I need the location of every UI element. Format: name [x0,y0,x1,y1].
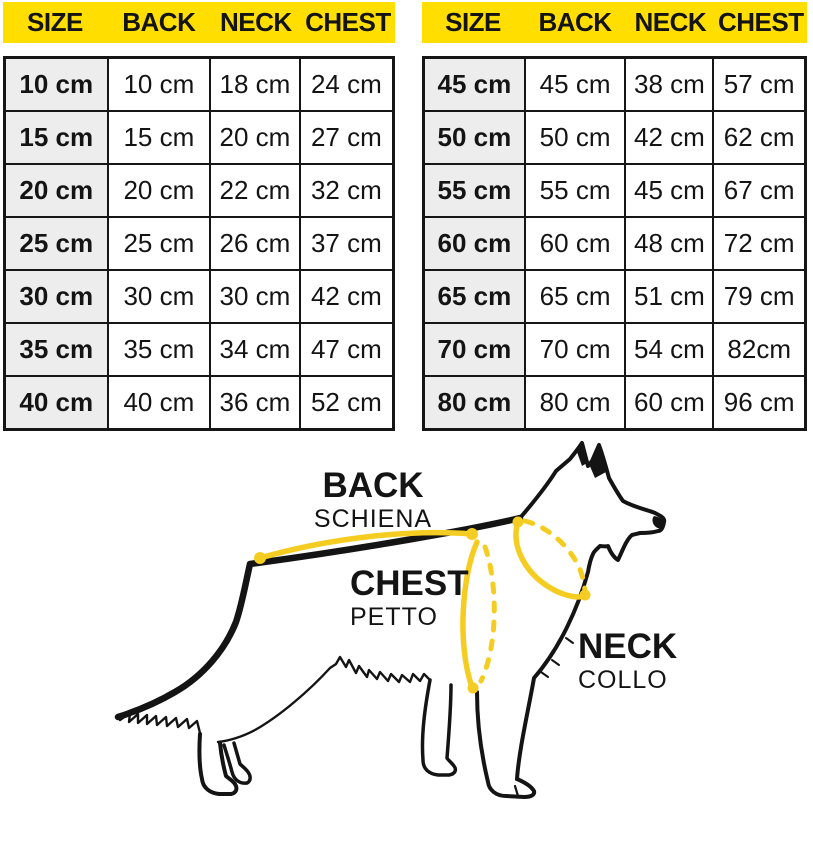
size-cell: 10 cm [5,58,108,112]
chest-label-en: CHEST [350,564,469,603]
size-row [5,111,394,164]
measurement-cell: 51 cm [625,270,713,323]
size-row [424,323,806,376]
size-row [5,217,394,270]
chest-measure-label [350,566,469,630]
measurement-cell: 55 cm [525,164,626,217]
neck-label-en: NECK [578,627,678,666]
dog-front-leg-near [477,692,534,797]
back-line-end-dot-left [254,552,266,564]
size-cell: 20 cm [5,164,108,217]
measurement-cell: 96 cm [713,376,805,430]
measurement-cell: 10 cm [108,58,211,112]
size-table-small-body [3,56,395,431]
measurement-cell: 62 cm [713,111,805,164]
chest-loop-bottom-dot [468,683,479,694]
measurement-cell: 54 cm [625,323,713,376]
size-table-large-body [422,56,807,431]
column-header-chest: CHEST [305,7,391,37]
size-cell: 40 cm [5,376,108,430]
size-tables [3,2,808,431]
measurement-cell: 67 cm [713,164,805,217]
table-header-large [422,2,807,43]
measurement-cell: 60 cm [525,217,626,270]
chest-measure-dashed [481,547,494,681]
measurement-cell: 36 cm [210,376,300,430]
size-cell: 70 cm [424,323,525,376]
measurement-cell: 26 cm [210,217,300,270]
measurement-cell: 79 cm [713,270,805,323]
neck-measure-label [578,629,677,693]
measurement-cell: 52 cm [300,376,394,430]
measurement-cell: 34 cm [210,323,300,376]
measurement-cell: 45 cm [525,58,626,112]
back-measure-label [292,468,454,532]
measurement-cell: 30 cm [210,270,300,323]
measurement-cell: 15 cm [108,111,211,164]
size-cell: 15 cm [5,111,108,164]
column-header-neck: NECK [634,7,707,37]
chest-label-it: PETTO [350,602,438,631]
size-cell: 30 cm [5,270,108,323]
column-header-neck: NECK [219,7,292,37]
back-label-en: BACK [322,466,424,505]
size-row [424,217,806,270]
measurement-cell: 70 cm [525,323,626,376]
measurement-cell: 27 cm [300,111,394,164]
measurement-cell: 80 cm [525,376,626,430]
size-cell: 80 cm [424,376,525,430]
neck-label-it: COLLO [578,665,668,694]
column-header-chest: CHEST [717,7,804,37]
measurement-cell: 42 cm [625,111,713,164]
column-header-size: SIZE [27,7,83,37]
measurement-cell: 30 cm [108,270,211,323]
size-row [5,58,394,112]
measurement-cell: 72 cm [713,217,805,270]
size-cell: 65 cm [424,270,525,323]
dog-belly-fur [218,657,430,742]
measurement-cell: 35 cm [108,323,211,376]
column-header-back: BACK [122,7,196,37]
measurement-cell: 24 cm [300,58,394,112]
measurement-cell: 25 cm [108,217,211,270]
size-cell: 55 cm [424,164,525,217]
measurement-cell: 38 cm [625,58,713,112]
size-row [5,164,394,217]
size-row [424,164,806,217]
size-row [5,323,394,376]
measurement-cell: 50 cm [525,111,626,164]
size-cell: 25 cm [5,217,108,270]
measurement-cell: 22 cm [210,164,300,217]
measurement-cell: 65 cm [525,270,626,323]
size-row [424,376,806,430]
size-table-small [3,2,395,431]
measurement-cell: 18 cm [210,58,300,112]
size-row [424,270,806,323]
measurement-cell: 57 cm [713,58,805,112]
measurement-cell: 37 cm [300,217,394,270]
measurement-cell: 47 cm [300,323,394,376]
size-row [5,270,394,323]
neck-loop-top-dot [513,517,524,528]
measurement-cell: 40 cm [108,376,211,430]
column-header-back: BACK [538,7,612,37]
size-cell: 50 cm [424,111,525,164]
dog-head-outline [517,443,664,779]
dog-front-toe-line [515,786,518,796]
neck-loop-bottom-dot [580,590,591,601]
size-row [5,376,394,430]
measurement-cell: 60 cm [625,376,713,430]
size-cell: 60 cm [424,217,525,270]
back-line-end-dot-right [466,528,478,540]
measurement-cell: 48 cm [625,217,713,270]
measurement-cell: 42 cm [300,270,394,323]
dog-measurement-diagram [0,430,813,850]
column-header-size: SIZE [445,7,501,37]
measurement-cell: 45 cm [625,164,713,217]
table-header-small [3,2,395,43]
size-cell: 45 cm [424,58,525,112]
back-label-it: SCHIENA [313,504,433,533]
size-table-large [422,2,807,431]
dog-front-leg-far [422,680,455,775]
size-row [424,111,806,164]
neck-measure-dashed [525,521,585,593]
measurement-cell: 20 cm [210,111,300,164]
size-row [424,58,806,112]
size-cell: 35 cm [5,323,108,376]
dog-tail-fur [120,713,200,733]
measurement-cell: 20 cm [108,164,211,217]
measurement-cell: 32 cm [300,164,394,217]
measurement-cell: 82cm [713,323,805,376]
